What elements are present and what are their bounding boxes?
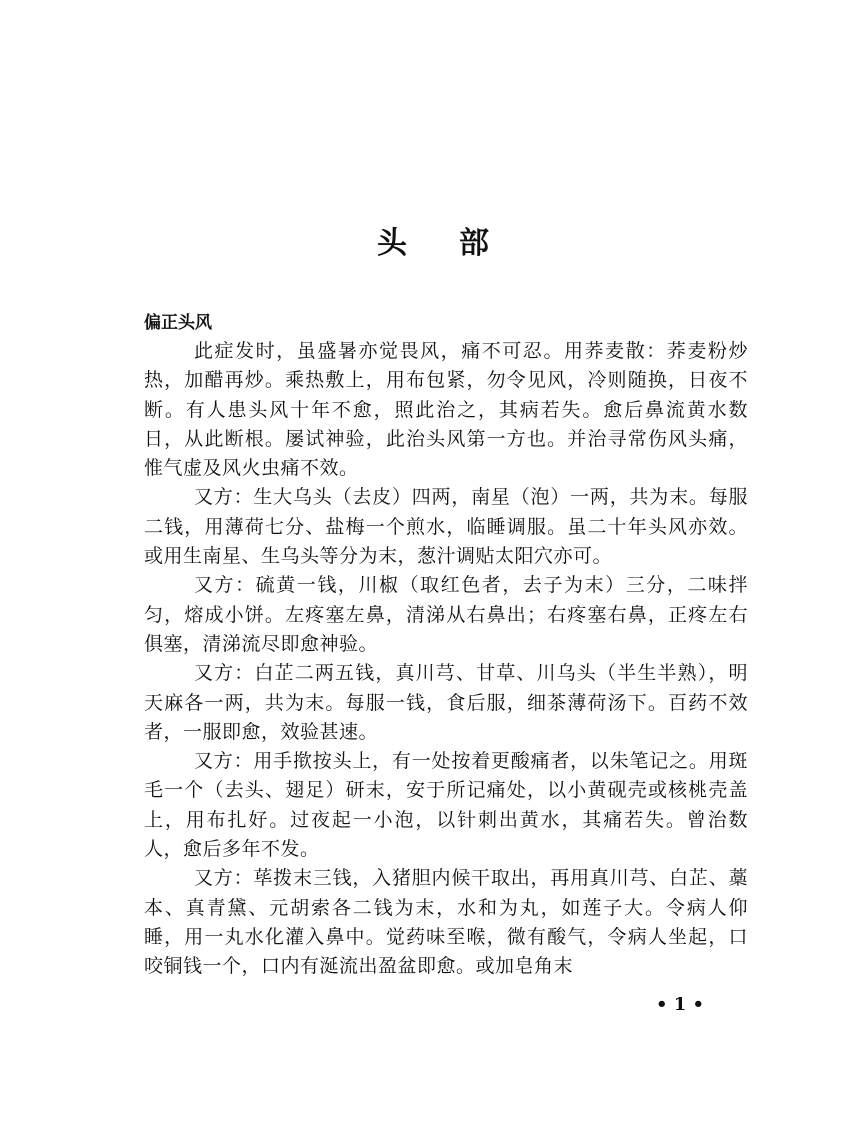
paragraph: 又方：硫黄一钱，川椒（取红色者，去子为末）三分，二味拌匀，熔成小饼。左疼塞左鼻，清涕从右鼻出；右疼塞右鼻，正疼左右俱塞，清涕流尽即愈神验。 [144,574,748,655]
body-text [144,337,748,982]
paragraph: 又方：白芷二两五钱，真川芎、甘草、川乌头（半生半熟），明天麻各一两，共为末。每服一钱，食后服，细茶薄荷汤下。百药不效者，一服即愈，效验甚速。 [144,662,748,743]
title-char: 部 [459,226,489,261]
paragraph: 此症发时，虽盛暑亦觉畏风，痛不可忍。用荞麦散：荞麦粉炒热，加醋再炒。乘热敷上，用布包紧，勿令见风，冷则随换，日夜不断。有人患头风十年不愈，照此治之，其病若失。愈后鼻流黄水数日，从此断根。屡试神验，此治头风第一方也。并治寻常伤风头痛，惟气虚及风火虫痛不效。 [144,340,748,480]
page-title [0,218,866,262]
paragraph: 又方：生大乌头（去皮）四两，南星（泡）一两，共为末。每服二钱，用薄荷七分、盐梅一个煎水，临睡调服。虽二十年头风亦效。或用生南星、生乌头等分为末，葱汁调贴太阳穴亦可。 [144,486,748,568]
page-number: • 1 • [655,994,705,1015]
paragraph: 又方：荜拨末三钱，入猪胆内候干取出，再用真川芎、白芷、藁本、真青黛、元胡索各二钱为末，水和为丸，如莲子大。令病人仰睡，用一丸水化灌入鼻中。觉药味至喉，微有酸气，令病人坐起，口咬铜钱一个，口内有涎流出盈盆即愈。或加皂角末 [144,867,748,978]
title-char: 头 [377,226,407,261]
paragraph: 又方：用手揿按头上，有一处按着更酸痛者，以朱笔记之。用斑毛一个（去头、翅足）研末，安于所记痛处，以小黄砚壳或核桃壳盖上，用布扎好。过夜起一小泡，以针刺出黄水，其痛若失。曾治数人，愈后多年不发。 [144,750,748,861]
section-heading: 偏正头风 [144,313,212,333]
